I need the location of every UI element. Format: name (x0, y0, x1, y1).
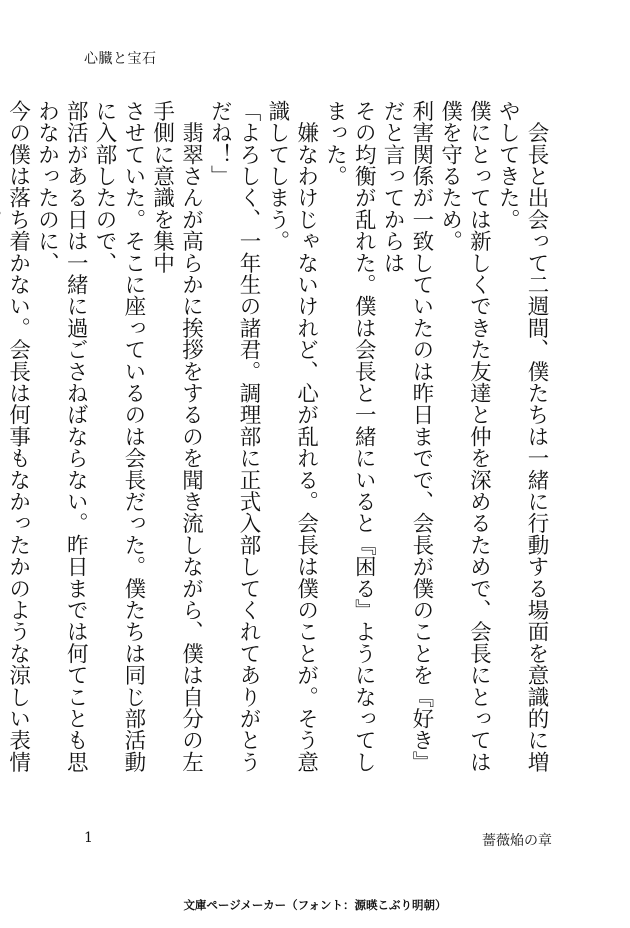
body-line: 部活がある日は一緒に過ごさねばならない。昨日までは何てことも思わなかったのに、 (34, 100, 89, 773)
body-line: 会長と出会って二週間、僕たちは一緒に行動する場面を意識的に増やしてきた。 (495, 100, 549, 773)
body-line: 今の僕は落ち着かない。会長は何事もなかったかのような涼しい表情 (5, 100, 31, 773)
body-line: その均衡が乱れた。僕は会長と一緒にいると『困る』ようになってしまった。 (322, 100, 377, 773)
body-line: 翡翠さんが高らかに挨拶をするのを聞き流しながら、僕は自分の左手側に意識を集中 (149, 100, 204, 773)
body-line: 「よろしく、一年生の諸君。調理部に正式入部してくれてありがとうだね！」 (207, 100, 262, 773)
app-credit: 文庫ページメーカー（フォント：源暎こぶり明朝） (183, 898, 447, 912)
body-line: 利害関係が一致していたのは昨日までで、会長が僕のことを『好き』だと言ってからは (380, 100, 434, 773)
running-header-title: 心臓と宝石 (84, 51, 157, 67)
page-number: 1 (84, 830, 93, 846)
body-line: 僕にとっては新しくできた友達と仲を深めるためで、会長にとっては僕を守るため。 (437, 100, 492, 773)
body-line: させていた。そこに座っているのは会長だった。僕たちは同じ部活動に入部したので、 (92, 100, 146, 773)
chapter-title: 薔薇焔の章 (482, 833, 552, 849)
body-line: 嫌なわけじゃないけれど、心が乱れる。会長は僕のことが。そう意識してしまう。 (264, 100, 319, 773)
body-text (5, 100, 550, 790)
